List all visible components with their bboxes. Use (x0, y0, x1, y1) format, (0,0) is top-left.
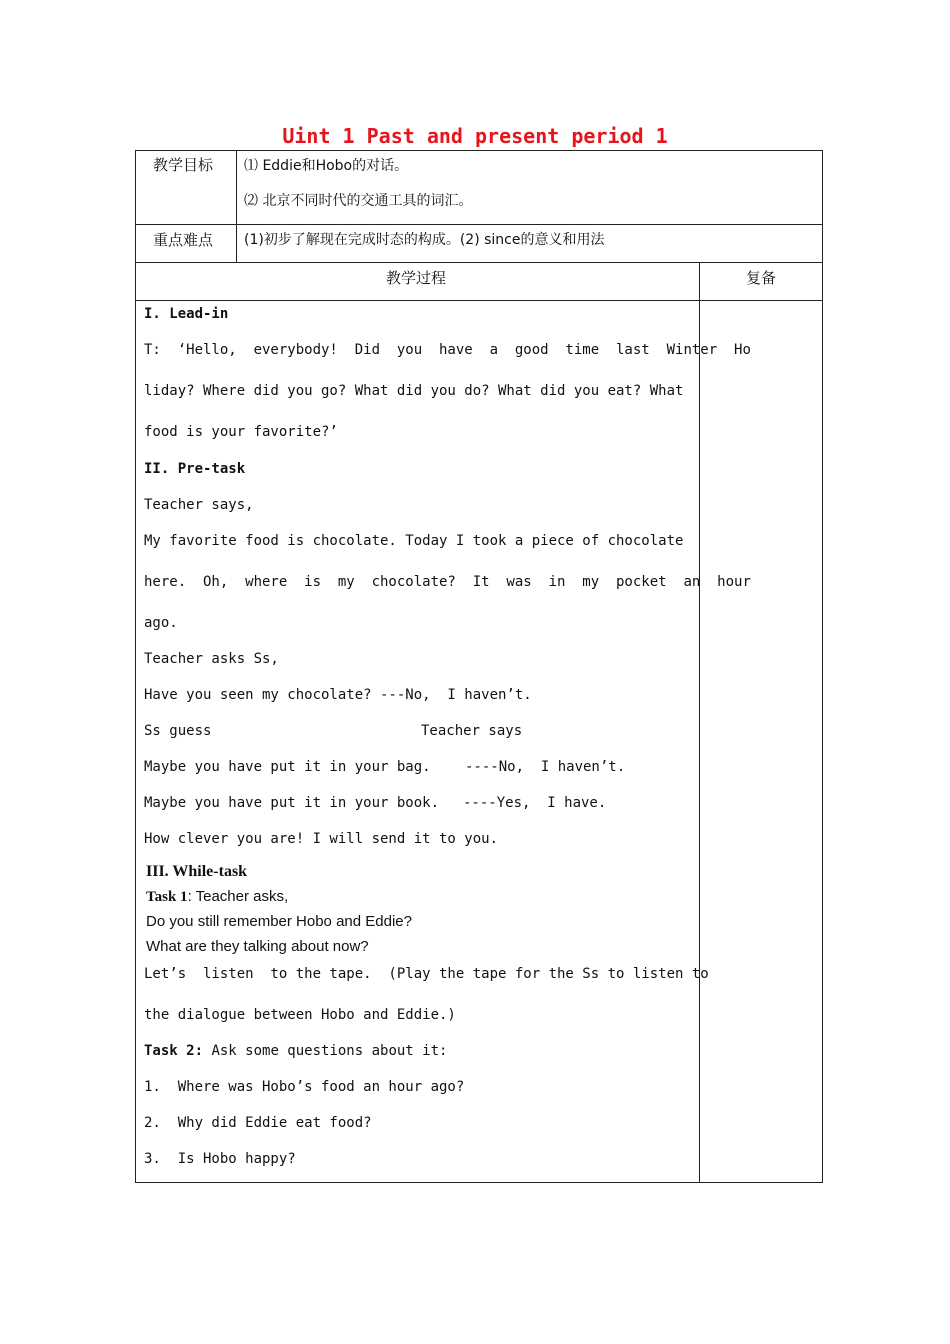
key-points-label: 重点难点 (153, 231, 214, 249)
task-2-text: Ask some questions about it: (203, 1043, 448, 1059)
pre-task-line: How clever you are! I will send it to you. (144, 831, 499, 847)
lead-in-line: liday? Where did you go? What did you do? What did you eat? What (144, 383, 684, 399)
lesson-table (135, 150, 823, 1183)
key-points-text: (1)初步了解现在完成时态的构成。(2) since的意义和用法 (244, 232, 605, 248)
task-1-label: Task 1 (146, 889, 188, 905)
lead-in-line: food is your favorite?’ (144, 424, 338, 440)
while-task-line: Let’s listen to the tape. (Play the tape for the Ss to listen to (144, 966, 709, 982)
pre-task-line: Maybe you have put it in your bag. (144, 759, 431, 775)
row-divider (136, 300, 822, 301)
page-title: Uint 1 Past and present period 1 (282, 124, 668, 148)
question-item: 3. Is Hobo happy? (144, 1151, 296, 1167)
section-heading-lead-in: I. Lead-in (144, 306, 229, 322)
pre-task-line: ago. (144, 615, 178, 631)
pre-task-line: Teacher says, (144, 497, 254, 513)
section-heading-while-task: III. While-task (146, 863, 248, 880)
pre-task-line: My favorite food is chocolate. Today I took a piece of chocolate (144, 533, 684, 549)
pre-task-line: here. Oh, where is my chocolate? It was in my pocket an hour (144, 574, 751, 590)
pre-task-line: Have you seen my chocolate? ---No, I haven’t. (144, 687, 532, 703)
prep-header: 复备 (746, 269, 777, 287)
lead-in-line: T: ‘Hello, everybody! Did you have a good time last Winter Ho (144, 342, 751, 358)
question-item: 1. Where was Hobo’s food an hour ago? (144, 1079, 465, 1095)
task-1-text: : Teacher asks, (187, 888, 289, 905)
pre-task-line: Ss guess (144, 723, 212, 739)
pre-task-line: ----Yes, I have. (463, 795, 607, 811)
process-header: 教学过程 (386, 269, 447, 287)
pre-task-line: Teacher says (421, 723, 523, 739)
goal-item-2: ⑵ 北京不同时代的交通工具的词汇。 (244, 193, 473, 209)
pre-task-line: Teacher asks Ss, (144, 651, 279, 667)
task-2-label: Task 2: (144, 1043, 204, 1059)
goals-label: 教学目标 (153, 156, 214, 174)
task-2-line (144, 1043, 447, 1059)
task-1-question: What are they talking about now? (146, 938, 369, 955)
section-heading-pre-task: II. Pre-task (144, 461, 246, 477)
task-1-line (146, 888, 288, 906)
pre-task-line: ----No, I haven’t. (465, 759, 626, 775)
goal-item-1: ⑴ Eddie和Hobo的对话。 (244, 158, 409, 174)
column-divider (699, 262, 700, 1183)
row-divider (136, 262, 822, 263)
task-1-question: Do you still remember Hobo and Eddie? (146, 913, 412, 930)
column-divider (236, 151, 237, 262)
pre-task-line: Maybe you have put it in your book. (144, 795, 440, 811)
while-task-line: the dialogue between Hobo and Eddie.) (144, 1007, 456, 1023)
question-item: 2. Why did Eddie eat food? (144, 1115, 372, 1131)
row-divider (136, 224, 822, 225)
